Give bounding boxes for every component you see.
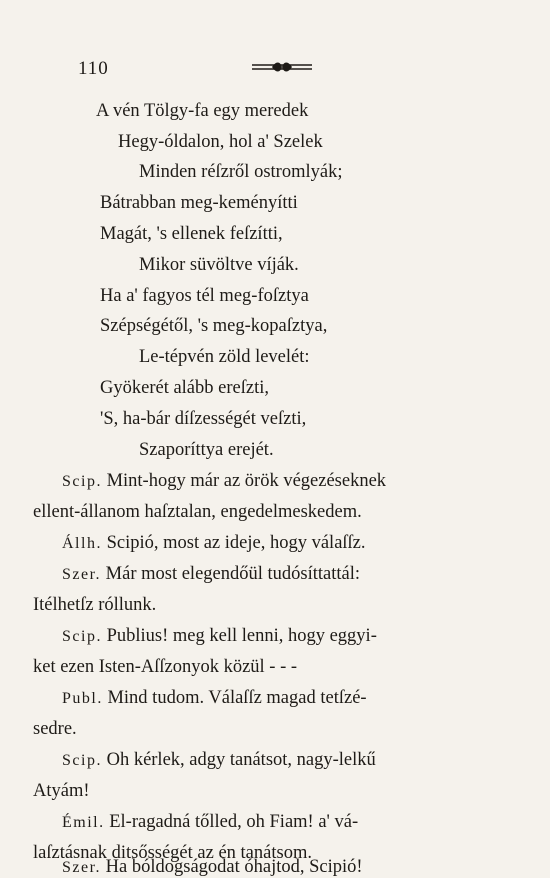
poem-line: Szaporíttya erejét. [139, 440, 274, 460]
poem-line: Bátrabban meg-keményítti [100, 193, 298, 213]
speech-text: Scipió, most az ideje, hogy válaſſz. [106, 533, 366, 553]
dialogue-line [33, 503, 362, 522]
dialogue-line [33, 658, 297, 677]
ornament-icon [250, 60, 314, 74]
speaker-label: Szer. [62, 858, 102, 876]
page-number: 110 [78, 58, 109, 79]
poem-line: Minden réſzről ostromlyák; [139, 162, 343, 182]
poem-line: Szépségétől, 's meg-kopaſztya, [100, 316, 328, 336]
speaker-label: Állh. [62, 535, 102, 552]
poem-line: Hegy-óldalon, hol a' Szelek [118, 132, 323, 152]
dialogue-line [62, 813, 358, 832]
speech-text: Oh kérlek, adgy tanátsot, nagy-lelkű [106, 750, 376, 770]
dialogue-line [33, 596, 156, 615]
dialogue-line [62, 858, 363, 877]
speaker-label: Scip. [62, 752, 102, 769]
poem-line: Ha a' fagyos tél meg-foſztya [100, 286, 309, 306]
speech-text: Publius! meg kell lenni, hogy eggyi- [106, 626, 377, 646]
poem-line: A vén Tölgy-fa egy meredek [96, 101, 309, 121]
speech-text: Atyám! [33, 781, 90, 801]
poem-line: Le-tépvén zöld levelét: [139, 347, 310, 367]
speech-text: Mint-hogy már az örök végezéseknek [106, 471, 387, 491]
speaker-label: Émil. [62, 814, 105, 831]
poem-line: Mikor süvöltve víják. [139, 255, 299, 275]
speaker-label: Scip. [62, 628, 102, 645]
dialogue-line [62, 472, 386, 491]
dialogue-line [62, 627, 377, 646]
poem-line: Magát, 's ellenek feſzítti, [100, 224, 283, 244]
speaker-label: Scip. [62, 473, 102, 490]
speech-text: Már most elegendőül tudósíttattál: [105, 564, 361, 584]
dialogue-line [62, 751, 376, 770]
speech-text: ket ezen Isten-Aſſzonyok közül - - - [33, 657, 298, 677]
dialogue-line [62, 565, 360, 584]
poem-line: Gyökerét alább ereſzti, [100, 378, 269, 398]
speech-text: Mind tudom. Válaſſz magad tetſzé- [107, 688, 367, 708]
speech-text: sedre. [33, 719, 77, 739]
dialogue-line [33, 782, 90, 801]
dialogue-line [62, 689, 367, 708]
dialogue-line [62, 534, 366, 553]
speech-text: laſztásnak ditsősségét az én tanátsom. [33, 843, 312, 863]
speech-text: El-ragadná tőlled, oh Fiam! a' vá- [109, 812, 359, 832]
speech-text: ellent-állanom haſztalan, engedelmeskedem. [33, 502, 362, 522]
poem-line: 'S, ha-bár díſzességét veſzti, [100, 409, 307, 429]
speech-text: Ha bóldogságodat óhajtod, Scipió! [105, 856, 363, 877]
speaker-label: Publ. [62, 690, 103, 707]
speech-text: Itélhetſz róllunk. [33, 595, 157, 615]
speaker-label: Szer. [62, 566, 102, 583]
dialogue-line [33, 720, 77, 739]
